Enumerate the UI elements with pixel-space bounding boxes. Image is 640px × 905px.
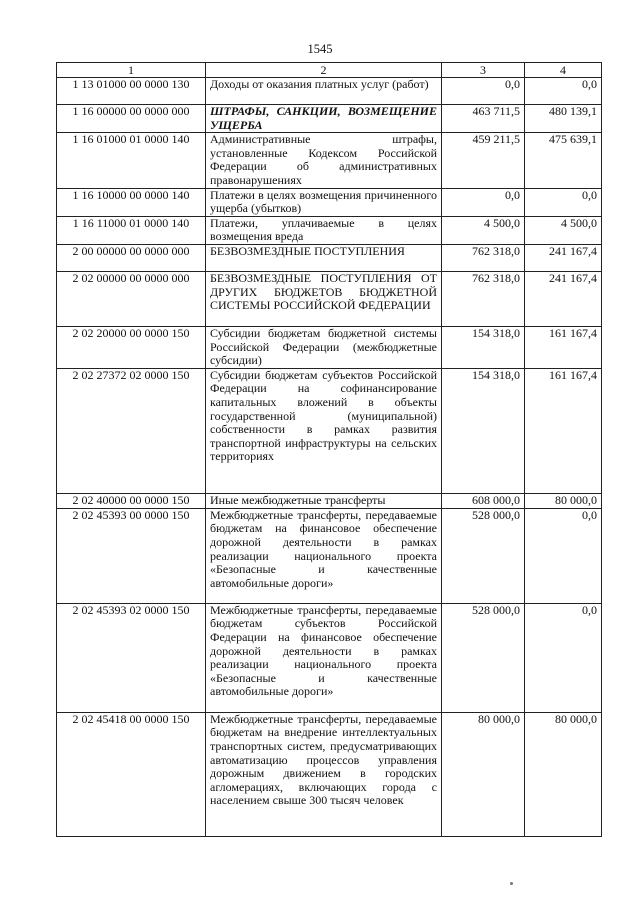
amount-col3-cell: 459 211,5 xyxy=(442,133,525,188)
budget-code-cell: 2 02 45393 00 0000 150 xyxy=(57,508,206,603)
revenue-name-cell: Субсидии бюджетам субъектов Российской Федерации на софинансирование капитальных вложений в объекты государственной (муниципальной) собственности в рамках развития транспортной инфраструктуры на сельских территориях xyxy=(206,368,442,493)
revenue-name-cell: Межбюджетные трансферты, передаваемые бюджетам субъектов Российской Федерации на финансовое обеспечение дорожной деятельности в рамках реализации национального проекта «Безопасные и качественные автомобильные дороги» xyxy=(206,603,442,712)
table-row xyxy=(57,271,602,326)
amount-col4-cell: 161 167,4 xyxy=(525,326,602,368)
budget-code-cell: 1 13 01000 00 0000 130 xyxy=(57,78,206,105)
amount-col4-cell: 161 167,4 xyxy=(525,368,602,493)
revenue-name-cell: Платежи, уплачиваемые в целях возмещения вреда xyxy=(206,216,442,244)
table-row xyxy=(57,603,602,712)
amount-col3-cell: 608 000,0 xyxy=(442,493,525,508)
amount-col4-cell: 0,0 xyxy=(525,78,602,105)
amount-col4-cell: 475 639,1 xyxy=(525,133,602,188)
page-number: 1545 xyxy=(307,42,333,56)
amount-col4-cell: 0,0 xyxy=(525,188,602,216)
amount-col3-cell: 4 500,0 xyxy=(442,216,525,244)
amount-col3-cell: 762 318,0 xyxy=(442,271,525,326)
amount-col3-cell: 528 000,0 xyxy=(442,603,525,712)
budget-code-cell: 1 16 01000 01 0000 140 xyxy=(57,133,206,188)
amount-col3-cell: 0,0 xyxy=(442,78,525,105)
table-row xyxy=(57,78,602,105)
table-row xyxy=(57,712,602,836)
table-row xyxy=(57,105,602,133)
table-row xyxy=(57,493,602,508)
table-row xyxy=(57,244,602,271)
amount-col4-cell: 241 167,4 xyxy=(525,244,602,271)
budget-revenue-table xyxy=(56,62,602,837)
revenue-name-cell: Платежи в целях возмещения причиненного ущерба (убытков) xyxy=(206,188,442,216)
budget-code-cell: 2 02 45418 00 0000 150 xyxy=(57,712,206,836)
budget-code-cell: 2 02 27372 02 0000 150 xyxy=(57,368,206,493)
amount-col4-cell: 0,0 xyxy=(525,603,602,712)
revenue-name-cell: БЕЗВОЗМЕЗДНЫЕ ПОСТУПЛЕНИЯ xyxy=(206,244,442,271)
budget-code-cell: 1 16 10000 00 0000 140 xyxy=(57,188,206,216)
amount-col3-cell: 154 318,0 xyxy=(442,368,525,493)
revenue-name-cell: Межбюджетные трансферты, передаваемые бюджетам на финансовое обеспечение дорожной деятельности в рамках реализации национального проекта «Безопасные и качественные автомобильные дороги» xyxy=(206,508,442,603)
revenue-name-cell: Межбюджетные трансферты, передаваемые бюджетам на внедрение интеллектуальных транспортных систем, предусматривающих автоматизацию процессов управления дорожным движением в городских агломерациях, включающих города с населением свыше 300 тысяч человек xyxy=(206,712,442,836)
budget-code-cell: 2 02 20000 00 0000 150 xyxy=(57,326,206,368)
table-row xyxy=(57,216,602,244)
amount-col3-cell: 463 711,5 xyxy=(442,105,525,133)
table-row xyxy=(57,368,602,493)
table-body xyxy=(57,78,602,837)
amount-col4-cell: 241 167,4 xyxy=(525,271,602,326)
budget-code-cell: 1 16 11000 01 0000 140 xyxy=(57,216,206,244)
budget-code-cell: 2 02 45393 02 0000 150 xyxy=(57,603,206,712)
revenue-name-cell: ШТРАФЫ, САНКЦИИ, ВОЗМЕЩЕНИЕ УЩЕРБА xyxy=(206,105,442,133)
amount-col4-cell: 0,0 xyxy=(525,508,602,603)
budget-code-cell: 1 16 00000 00 0000 000 xyxy=(57,105,206,133)
budget-code-cell: 2 00 00000 00 0000 000 xyxy=(57,244,206,271)
table-row xyxy=(57,133,602,188)
amount-col3-cell: 0,0 xyxy=(442,188,525,216)
amount-col3-cell: 762 318,0 xyxy=(442,244,525,271)
revenue-name-cell: Доходы от оказания платных услуг (работ) xyxy=(206,78,442,105)
revenue-name-cell: Иные межбюджетные трансферты xyxy=(206,493,442,508)
revenue-name-cell: Административные штрафы, установленные Кодексом Российской Федерации об административных правонарушениях xyxy=(206,133,442,188)
column-header-2: 2 xyxy=(206,63,442,78)
revenue-name-cell: Субсидии бюджетам бюджетной системы Российской Федерации (межбюджетные субсидии) xyxy=(206,326,442,368)
amount-col4-cell: 4 500,0 xyxy=(525,216,602,244)
scan-speck xyxy=(510,882,513,885)
table-header xyxy=(57,63,602,78)
table-row xyxy=(57,508,602,603)
budget-code-cell: 2 02 40000 00 0000 150 xyxy=(57,493,206,508)
amount-col4-cell: 480 139,1 xyxy=(525,105,602,133)
amount-col4-cell: 80 000,0 xyxy=(525,712,602,836)
amount-col3-cell: 528 000,0 xyxy=(442,508,525,603)
column-header-4: 4 xyxy=(525,63,602,78)
amount-col4-cell: 80 000,0 xyxy=(525,493,602,508)
column-header-1: 1 xyxy=(57,63,206,78)
amount-col3-cell: 80 000,0 xyxy=(442,712,525,836)
table-row xyxy=(57,188,602,216)
table-row xyxy=(57,326,602,368)
revenue-name-cell: БЕЗВОЗМЕЗДНЫЕ ПОСТУПЛЕНИЯ ОТ ДРУГИХ БЮДЖЕТОВ БЮДЖЕТНОЙ СИСТЕМЫ РОССИЙСКОЙ ФЕДЕРАЦИИ xyxy=(206,271,442,326)
budget-code-cell: 2 02 00000 00 0000 000 xyxy=(57,271,206,326)
amount-col3-cell: 154 318,0 xyxy=(442,326,525,368)
column-header-3: 3 xyxy=(442,63,525,78)
table-header-row xyxy=(57,63,602,78)
